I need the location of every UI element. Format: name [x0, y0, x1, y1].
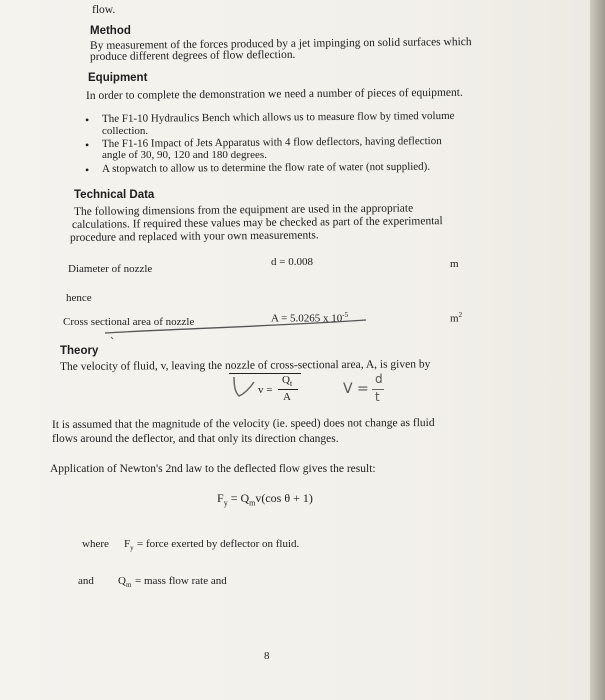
bullet-1: •: [85, 113, 90, 127]
hence-label: hence: [66, 292, 92, 304]
assumption-line-2: flows around the deflector, and that only its direction changes.: [52, 433, 339, 445]
handwritten-denominator: t: [375, 390, 380, 404]
area-unit: $m^2$: [450, 311, 463, 325]
area-label: Cross sectional area of nozzle: [63, 316, 195, 328]
equipment-intro: In order to complete the demonstration we need a number of pieces of equipment.: [85, 86, 463, 102]
theory-heading: Theory: [60, 345, 99, 357]
equipment-item-2-line-2: angle of 30, 90, 120 and 180 degrees.: [102, 149, 267, 161]
equipment-item-3: A stopwatch to allow us to determine the flow rate of water (not supplied).: [101, 160, 431, 175]
and-symbol: $Q_m$: [118, 575, 132, 590]
technical-line-3: procedure and replaced with your own measurements.: [69, 229, 319, 244]
method-heading: Method: [90, 25, 131, 37]
method-line-1: By measurement of the forces produced by a jet impinging on solid surfaces which: [89, 36, 472, 52]
theory-line-1: The velocity of fluid, v, leaving the nozzle of cross-sectional area, A, is given by: [59, 358, 431, 373]
technical-heading: Technical Data: [74, 189, 155, 201]
method-line-2: produce different degrees of flow deflection.: [89, 48, 296, 63]
bullet-2: •: [85, 138, 90, 152]
handwritten-numerator: d: [375, 372, 383, 386]
newton-equation: $F_y = Q_mv(\cos$ θ + 1): [217, 491, 313, 508]
formula-numerator: $Q_t$: [282, 374, 293, 389]
and-label: and: [78, 575, 94, 587]
formula-denominator: A: [283, 391, 291, 403]
bullet-3: •: [85, 163, 90, 177]
diameter-value: d = 0.008: [271, 256, 313, 268]
page-number: 8: [264, 650, 270, 662]
where-symbol: $F_y$: [124, 538, 134, 553]
page-edge-shadow: [590, 0, 605, 700]
technical-line-2: calculations. If required these values may be checked as part of the experimental: [71, 215, 443, 231]
equipment-item-1-line-1: The F1-10 Hydraulics Bench which allows us to measure flow by timed volume: [101, 109, 455, 125]
hand-arrow-icon: [230, 374, 260, 404]
diameter-unit: m: [450, 258, 459, 270]
where-definition: = force exerted by deflector on fluid.: [137, 538, 300, 550]
assumption-line-1: It is assumed that the magnitude of the velocity (ie. speed) does not change as fluid: [51, 416, 435, 431]
equipment-item-2-line-1: The F1-16 Impact of Jets Apparatus with 4 flow deflectors, having deflection: [101, 135, 442, 150]
equipment-heading: Equipment: [88, 72, 148, 84]
where-label: where: [82, 538, 109, 550]
technical-line-1: The following dimensions from the equipment are used in the appropriate: [73, 202, 414, 218]
handwritten-lhs: V =: [343, 381, 369, 397]
and-definition: = mass flow rate and: [135, 575, 227, 587]
area-value: A = 5.0265 x $10^{-5}$: [271, 311, 349, 325]
newton-line: Application of Newton's 2nd law to the deflected flow gives the result:: [50, 463, 376, 475]
top-fragment: flow.: [92, 4, 116, 16]
equipment-item-1-line-2: collection.: [102, 125, 149, 137]
formula-fraction-bar: [278, 389, 298, 390]
diameter-label: Diameter of nozzle: [68, 263, 153, 275]
formula-lhs: v =: [258, 384, 273, 396]
